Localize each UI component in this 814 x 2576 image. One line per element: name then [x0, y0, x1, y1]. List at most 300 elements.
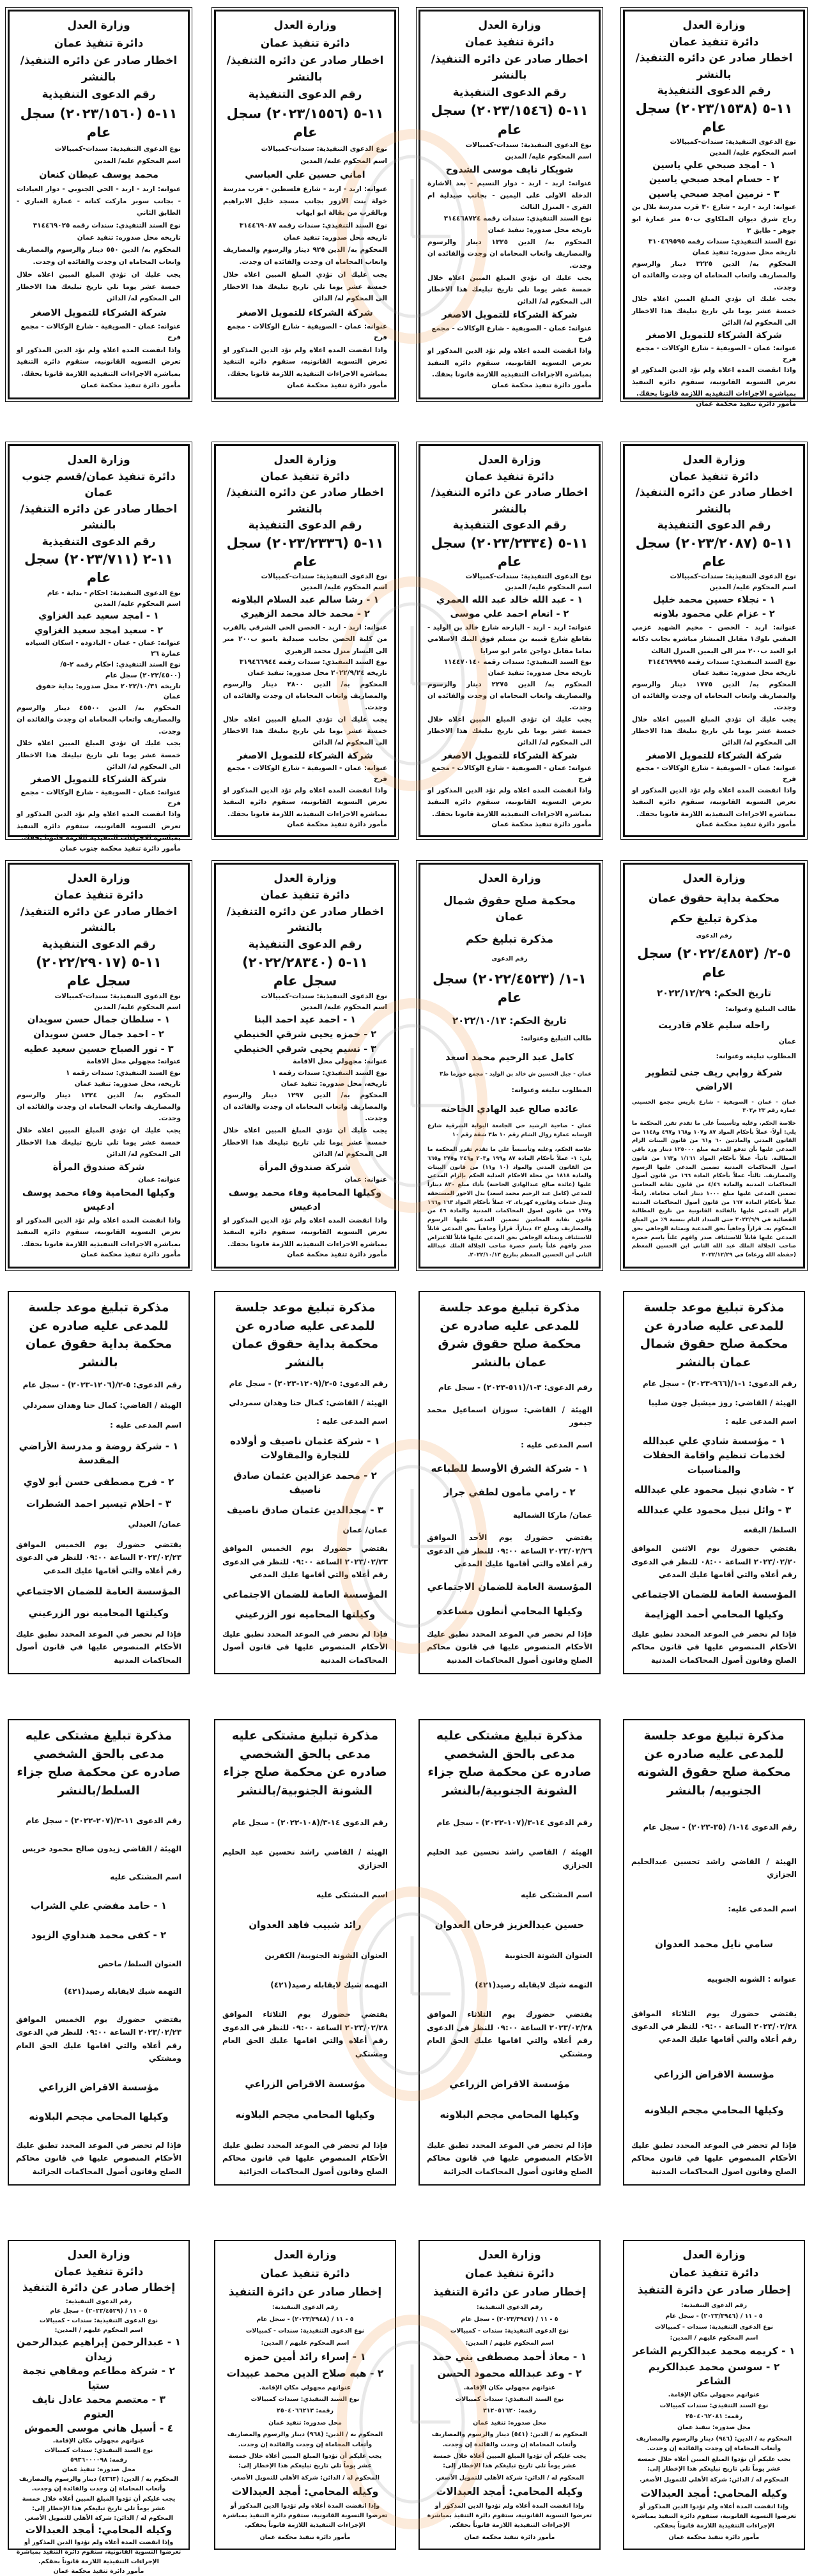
party-name: شركة صندوق المرأة — [259, 1162, 351, 1173]
notice-field: يجب عليكم أن تؤدوا المبلغ المبين أعلاه خلال خمسة عشر يوماً تلي تاريخ تبليغكم هذا الإخطار إلى: — [228, 2453, 382, 2470]
case-number: ١١-٥ (٢٠٢٣/١٥٤٦) سجل عام — [431, 103, 588, 137]
notice-text: اسم المشتكى عليه — [521, 1890, 592, 1899]
notice-field: محل صدوره: تنفيذ عمان — [677, 2424, 751, 2432]
party-name: اماني حسين علي العباسي — [245, 169, 365, 180]
notice-text: رقم الدعوى ١١-٣/(٢٠٧-٢٠٢٢) - سجل عام — [26, 1816, 181, 1826]
notice-title: مذكرة تبليغ مشتكى عليه مدعى بالحق الشخصي صادره عن محكمة صلح جزاء الشونة الجنوبية/بالنشر — [223, 1729, 387, 1798]
notice-field: عنوانه: عمان - الصويفية - شارع الوكالات - مجمع فرح — [636, 764, 796, 783]
notice-field: تاريخه محل صدوره: تنفيذ عمان — [692, 668, 796, 677]
notice-text: رقم الدعوى ١٤-١/ (٣٥-٢٠٢٣) - سجل عام — [643, 1823, 797, 1832]
legal-notice — [8, 2240, 190, 2575]
notice-field: نوع الدعوى التنفيذية: سندات-كمبيالات — [465, 141, 592, 150]
notice-text: الهيئة / القاضي: روز ميشيل جون صليبا — [649, 1398, 797, 1407]
judgment-summary: عمان - ضاحية الرشيد حي الجامعة البوابة الشرقية شارع الوسابه عمارة روال الشام رقم ١٠ ط٣ شقة رقم ١٠ — [427, 1123, 592, 1139]
party-name: وكيله المحامي: أمجد العبدالات — [436, 2486, 583, 2498]
party-name: وكيلها المحامي مجحم البلاونه — [29, 2110, 169, 2122]
notice-heading: وزارة العدل — [273, 19, 337, 32]
notice-heading: وزارة العدل — [273, 2249, 337, 2262]
notice-footer: مأمور دائرة تنفيذ محكمة جنوب عمان — [59, 844, 181, 852]
notice-field: ٥ - ١١ / (٢٠٢٣/٣٩٤٨) - سجل عام — [256, 2315, 354, 2323]
notice-footer: مأمور دائرة تنفيذ محكمة عمان — [81, 382, 181, 390]
notice-field: نوع الدعوى التنفيذية: سندات - كمبيالات — [654, 2323, 774, 2331]
notice-title: مذكرة تبليغ موعد جلسة للمدعى عليه صادره عن محكمة صلح حقوق الشونه الجنوبيه/ بالنشر — [637, 1729, 791, 1798]
party-name: راحله سليم غلام قادريت — [658, 1021, 770, 1031]
notice-text: فإذا لم تحضر في الموعد المحدد تطبق عليك الأحكام المنصوص عليها في قانون محاكم الصلح وقانون أصول المحاكمات الجزائية — [427, 2140, 592, 2176]
party-name: ٤ - أسيل هاني موسى العموش — [24, 2423, 174, 2435]
party-name: ٢ - وعد عبدالله محمود الحسن — [437, 2367, 582, 2379]
notice-heading: رقم الدعوى التنفيذية — [42, 535, 156, 548]
notice-heading: دائرة تنفيذ عمان — [54, 2265, 144, 2278]
notice-field: رقم الدعوى — [491, 955, 528, 962]
notice-field: عنوانه: عمان - الصويفية - شارع الوكالات - مجمع فرح — [636, 344, 796, 363]
notice-field: عنوانه: عمان - الصويفية - شارع الوكالات - مجمع فرح — [20, 323, 181, 341]
party-name: وكيلها المحامية وفاء محمد يوسف ادعيس — [22, 1187, 176, 1212]
notice-field: ٥ - ١١ / (٢٠٢٣/٣٩٤٦) - سجل عام — [665, 2312, 763, 2320]
party-name: المؤسسة العامة للضمان الاجتماعي — [222, 1588, 388, 1600]
notice-heading: اخطار صادر عن دائره التنفيذ/ بالنشر — [431, 486, 588, 516]
notice-heading: اخطار صادر عن دائره التنفيذ/ بالنشر — [635, 486, 793, 516]
notice-field: اسم المحكوم عليه/ المدين — [94, 599, 181, 608]
notice-heading: رقم الدعوى التنفيذية — [248, 937, 362, 951]
party-name: ١ - احمد عيد احمد البنا — [254, 1015, 357, 1026]
notice-text: عنوانه : الشونه الجنوبيه — [707, 1974, 797, 1984]
notice-field: تاريخه محل صدوره: تنفيذ عمان — [692, 249, 796, 257]
notice-field: اسم المحكوم عليهم / المدين: — [54, 2327, 143, 2334]
notice-text: يقتضي حضورك يوم الخميس الموافق ٢٠٢٣/٠٢/٢٣ الساعة ٠٩:٠٠ للنظر في الدعوى رقم أعلاه والتي اقامها عليك الحق العام ومشتكي — [16, 2015, 182, 2063]
case-number: ١١-٥ (٢٠٢٢/٢٩٠١٧) سجل عام — [36, 954, 162, 989]
notice-heading: مذكرة تبليغ حكم — [670, 912, 758, 925]
party-name: شركة الشركاء للتمويل الاصغر — [442, 750, 578, 761]
notice-heading: وزارة العدل — [682, 872, 746, 885]
notice-field: تاريخه ٢٠٢٢/٩/٢٤ محل صدوره: تنفيذ عمان — [247, 668, 387, 677]
party-name: ٢ - انعام احمد علي موسى — [450, 609, 569, 620]
notice-field: اسم المحكوم عليه/ المدين — [505, 152, 592, 160]
notice-text: الهيئة / القاضي راشد تحسين عبد الحليم الجزازي — [427, 1847, 592, 1870]
case-number: ١١-٥ (٢٠٢٣/٢٠٨٧) سجل عام — [635, 535, 793, 569]
notice-paragraph: واذا انقضت المده اعلاه ولم تؤد الدين المذكور او تعرض التسويه القانونيه، ستقوم دائره التنفيذ بمباشره الاجراءات التنفيذيه اللازمة قانونا بحقك. — [632, 366, 796, 398]
notice-heading: اخطار صادر عن دائره التنفيذ/ بالنشر — [226, 486, 384, 516]
notice-paragraph: عنوانه: اربد - اربد - شارع ٣٠ قرب مدرسة بلال بن رباح شرق ديوان الملكاوي ب٥٠ متر عمارة ابو جوهر - طابق ٣ — [632, 203, 796, 235]
notice-paragraph: المحكوم به/ الدين ٩٢٥ دينار والرسوم والمصاريف واتعاب المحاماه ان وجدت والفائده ان وجدت. — [223, 246, 387, 266]
notice-text: عمان/ عمان — [342, 1525, 388, 1534]
party-name: شركة روابي ريف جنى لتطوير الاراضي — [645, 1067, 783, 1093]
notice-field: محل صدوره: تنفيذ عمان — [473, 2419, 546, 2426]
notice-field: المحكوم له / الدائن: شركة الأهلي للتمويل الأصغر. — [640, 2476, 788, 2484]
notice-heading: رقم الدعوى التنفيذية — [657, 84, 771, 97]
party-name: ١ - نجلاء حسين محمد خليل — [652, 594, 776, 605]
notice-field: محل صدوره: تنفيذ عمان — [62, 2466, 135, 2474]
notice-field: المحكوم به / الدين: (٩٦٨) دينار والرسوم والمصاريف وأتعاب المحاماة إن وجدت والفائدة إن وجدت. — [227, 2431, 383, 2448]
notice-heading: دائرة تنفيذ عمان — [669, 470, 759, 483]
notice-heading: دائرة تنفيذ عمان — [669, 35, 759, 49]
notice-paragraph: يجب عليك ان تؤدي المبلغ المبين اعلاه خلال خمسة عشر يوما تلي تاريخ تبليغك هذا الاخطار الى المحكوم له/ الدائن — [223, 715, 387, 747]
party-name: شركة الشركاء للتمويل الاصغر — [31, 307, 167, 318]
notice-heading: اخطار صادر عن دائره التنفيذ/ بالنشر — [20, 54, 178, 84]
notice-field: نوع الدعوى التنفيذية: سندات - كمبيالات — [450, 2327, 569, 2335]
notice-footer: مأمور دائرة تنفيذ محكمة عمان — [287, 820, 387, 828]
notice-field: اسم المحكوم عليه/ المدين — [300, 157, 387, 165]
party-name: ٢ - رامي مأمون لطفي جرار — [443, 1486, 576, 1498]
notice-heading: اخطار صادر عن دائره التنفيذ/ بالنشر — [20, 502, 178, 532]
notice-heading: إخطار صادر عن دائرة التنفيذ — [22, 2281, 176, 2294]
notice-field: اسم المحكوم عليه/ المدين — [709, 583, 796, 592]
notice-field: عنوانه: عمان — [138, 1176, 181, 1184]
party-name: ١ - امجد سعيد عبد الغزاوي — [38, 611, 159, 622]
notice-field: تاريخه ٢٠٢٢/١٠/٣١ محل صدوره: بداية حقوق عمان — [36, 682, 181, 701]
notice-field: نوع الدعوى التنفيذية: سندات - كمبيالات — [245, 2327, 365, 2335]
notice-text: يقتضي حضورك يوم الخميس الموافق ٢٠٢٣/٠٢/٢٣ الساعة ٠٩:٠٠ للنظر في الدعوى رقم أعلاه والتي أقامها عليك المدعي — [222, 1544, 388, 1579]
notice-field: يجب عليكم أن تؤدوا المبلغ المبين أعلاه خلال خمسة عشر يوماً تلي تاريخ تبليغكم هذا الإخطار إلى: — [433, 2453, 587, 2470]
notice-text: اسم المدعى عليه : — [316, 1417, 388, 1426]
notice-text: اسم المدعى عليه : — [110, 1421, 181, 1430]
notice-field: رقم الدعوى التنفيذية: — [680, 2301, 748, 2309]
notice-paragraph: واذا انقضت المده اعلاه ولم تؤد الدين المذكور او تعرض التسويه القانونيه، ستقوم دائره التنفيذ بمباشره الاجراءات التنفيذيه اللازمة قانونا بحقك. — [223, 786, 387, 818]
notice-text: الهيئة / القاضي راشد تحسين عبدالحليم الجزازي — [631, 1857, 797, 1879]
notice-paragraph: المحكوم به/ الدين ٣٢٢٥ دينار والرسوم والمصاريف واتعاب المحاماه ان وجدت والفائده ان وجدت. — [632, 260, 796, 291]
party-name: عائده صالح عبد الهادي الحاحنه — [440, 1104, 579, 1114]
notice-title: مذكرة تبليغ مشتكى عليه مدعى بالحق الشخصي صادره عن محكمة صلح جزاء الشونة الجنوبية/بالنشر — [427, 1729, 592, 1798]
legal-notice — [419, 2240, 601, 2550]
legal-notice — [214, 10, 396, 399]
party-name: ٢ - كفى محمد هنداوي الزيود — [31, 1929, 167, 1941]
notice-paragraph: يجب عليك ان تؤدي المبلغ المبين اعلاه خلال خمسة عشر يوما تلي تاريخ تبليغك هذا الاخطار الى المحكوم له/ الدائن — [223, 271, 387, 303]
notice-text: رقم الدعوى ١٤-٣/(١٠٨-٢٠٢٢) - سجل عام — [232, 1817, 388, 1827]
notice-heading: رقم الدعوى التنفيذية — [657, 519, 771, 532]
notice-field: عنوانه: عمان — [344, 1176, 387, 1184]
notice-paragraph: واذا انقضت المده اعلاه ولم تؤد الدين المذكور او تعرض التسويه القانونيه، ستقوم دائره التنفيذ بمباشره الاجراءات التنفيذيه اللازمة قانونا بحقك. — [17, 810, 181, 842]
legal-notice — [8, 863, 190, 1269]
party-name: ١ - رشا سالم عبد السلام البلاونه — [231, 594, 380, 605]
notice-footer: مأمور دائرة تنفيذ محكمة عمان — [696, 820, 796, 828]
notice-field: نوع الدعوى التنفيذية: سندات-كمبيالات — [54, 992, 181, 1000]
party-name: ٢ - شادي نبيل محمود علي عبدالله — [634, 1484, 794, 1496]
notice-title: مذكرة تبليغ مشتكى عليه مدعى بالحق الشخصي صادره عن محكمة صلح جزاء السلط/بالنشر — [17, 1729, 181, 1798]
notice-field: اسم المحكوم عليه/ المدين — [300, 1003, 387, 1011]
notice-field: رقمه: ٣١٢٠٥١٦٢٠ — [482, 2407, 537, 2415]
notice-heading: وزارة العدل — [67, 2249, 130, 2262]
notice-field: يجب عليكم أن تؤدوا المبلغ المبين أعلاه خلال خمسة عشر يوماً تلي تاريخ تبليغكم هذا الإخطار إلى: — [637, 2456, 791, 2473]
case-number: ١١-٥ (٢٠٢٣/١٥٣٨) سجل عام — [635, 100, 793, 135]
party-name: المؤسسة العامة للضمان الاجتماعي — [16, 1585, 181, 1598]
notice-field: عنوانه: عمان - عمان - البادوده - اسكان السياده عمارة ٢٦ — [26, 639, 181, 658]
notice-footer: مأمور دائرة تنفيذ محكمة عمان — [287, 382, 387, 390]
notice-field: تاريخه، محل صدوره: تنفيذ عمان — [74, 1079, 181, 1088]
notice-heading: اخطار صادر عن دائره التنفيذ/ بالنشر — [635, 52, 793, 81]
notice-field: نوع السند التنفيذي: سندات كمبيالات — [455, 2396, 564, 2403]
notice-field: رقمه: ٥٩٣٦٠٠٠٠٩٨ — [70, 2456, 127, 2464]
notice-heading: وزارة العدل — [682, 2249, 746, 2262]
judgment-summary: خلاصة الحكم، وعليه وتأسيساً على ما تقدم تقرر المحكمة ما يلي: أولاً- عملاً بأحكام المواد ٨٧ و١٠٧ و١٦٨ و٤٩٧ و١١٤٨ من القانون المدني والمادتين ٦٠ و٦١ من قانون البينات الزام المدعى عليها بأن تدفع للمدعية مبلغ ١٢٥٠٠٠ دينار ورد باقي المطالبة. ثانياً- عملاً بأحكام المواد ١/١٦١ و١٦٣ من قانون اصول المحاكمات المدنية تضمين المدعى عليها الرسوم والمصاريف. ثالثاً- عملاً بأحكام المادة ١٦٦ من قانون أصول المحاكمات المدنية والمادة ٤/٤٦ من قانون نقابة المحامين تضمين المدعى عليها مبلغ ١٠٠٠ دينار أتعاب محاماة. رابعاً- عملاً بأحكام المادة ١٦٧ من قانون أصول المحاكمات المدنية الزام المدعى عليها بالفائدة القانونية من تاريخ المطالبة القضائية في ٢٠٢٢/٦/٩ حتى السداد التام بنسبة ٩٪ من المبلغ المحكوم به. قراراً وجاهياً بحق المدعية وبمثابة الوجاهي بحق المدعى عليها قابلاً للاستئناف صدر وافهم علناً باسم حضرة صاحب الجلالة الملك عبد الله الثاني ابن الحسين المعظم (حفظه الله ورعاه) في ٢٠٢٢/١٢/٢٩ — [632, 1120, 797, 1259]
notice-field: تاريخه محل صدوره: تنفيذ عمان — [488, 668, 592, 677]
notice-field: نوع الدعوى التنفيذية: سندات-كمبيالات — [261, 144, 387, 153]
notice-field: رقم الدعوى التنفيذية: — [65, 2297, 132, 2305]
notice-field: نوع السند التنفيذي: سندات رقمه ٣١٤٤٦٩٠٨٧ — [239, 221, 387, 229]
notice-paragraph: المحكوم به/ الدين ٥٥٠ دينار والرسوم والمصاريف واتعاب المحاماه ان وجدت والفائده ان وجدت. — [17, 246, 181, 266]
notice-field: عنوانه: مجهولي محل الاقامة — [86, 1058, 181, 1066]
notice-heading: اخطار صادر عن دائره التنفيذ/ بالنشر — [431, 52, 588, 82]
notice-field: نوع الدعوى التنفيذية: سندات-كمبيالات — [54, 144, 181, 153]
party-name: ١ - كريمه محمد عبدالكريم الشاعر — [633, 2345, 795, 2357]
party-name: ١ - عبد الله خالد عبد الله العمري — [436, 594, 583, 605]
notice-paragraph: عنوانه: اربد - اربد - شارع فلسطين - قرب مدرسة خولة بنت الازور بجانب مسجد خليل الابراهيم وبالقرب من بقالة ابو ايهاب — [223, 185, 387, 217]
party-name: ١ - مؤسسة شادي علي عبدالله لخدمات تنظيم واقامة الحفلات والمناسبات — [642, 1435, 786, 1476]
party-name: ٣ - نرمين امجد صبحي ياسين — [649, 189, 779, 199]
party-name: شركة صندوق المرأة — [52, 1162, 145, 1173]
notice-heading: رقم الدعوى التنفيذية — [452, 86, 567, 99]
notice-field: رقم الدعوى — [696, 932, 732, 940]
notice-paragraph: يجب عليك ان تؤدي المبلغ المبين اعلاه خلال خمسة عشر يوما تلي تاريخ تبليغك هذا الاخطار الى المحكوم له/ الدائن — [632, 715, 796, 747]
notice-heading: رقم الدعوى التنفيذية — [452, 519, 567, 532]
legal-notice — [623, 10, 805, 408]
notice-heading: وزارة العدل — [682, 19, 746, 32]
notice-text: عمان/ ماركا الشمالية — [512, 1511, 592, 1520]
notice-field: نوع السند التنفيذي: سندات كمبيالات — [44, 2446, 153, 2454]
notice-field: مأمور دائرة تنفيذ محكمة عمان — [668, 2533, 760, 2541]
party-name: شركة الشركاء للتمويل الاصغر — [237, 307, 373, 318]
notice-field: المطلوب تبليغه وعنوانه: — [716, 1053, 796, 1061]
party-name: ١ - امجد صبحي علي ياسين — [652, 160, 776, 171]
notice-heading: وزارة العدل — [478, 2249, 541, 2262]
party-name: ٢ - فرح مصطفى حسن أبو لاوي — [23, 1476, 174, 1488]
case-number: ١-١/ (٢٠٢٢/٤٥٢٣) سجل عام — [433, 971, 587, 1005]
notice-text: رقم الدعوى: ٣-١/(٥١١-٢٠٢٣) - سجل عام — [438, 1382, 592, 1392]
notice-text: يقتضي حضورك يوم الخميس الموافق ٢٠٢٣/٠٢/٢٣ الساعة ٠٩:٠٠ للنظر في الدعوى رقم أعلاه والتي أقامها عليك المدعي — [16, 1540, 182, 1575]
party-name: ١ - شركة روضة و مدرسة الأراضي المقدسة — [19, 1440, 179, 1467]
notice-field: نوع السند التنفيذي: سندات رقمه ١١٤٤٧٠١٤٠ — [443, 658, 592, 666]
notice-field: نوع الدعوى التنفيذية: سندات-كمبيالات — [261, 992, 387, 1000]
notice-field: نوع السند التنفيذي: سندات رقمه ٣١٤٤٦٩٠٢٥ — [33, 221, 181, 229]
party-name: ٢ - حسام امجد صبحي ياسين — [649, 174, 779, 185]
notice-text: فإذا لم تحضر في الموعد المحدد تطبق عليك الأحكام المنصوص عليها في قانون محاكم الصلح وقانون أصول المحاكمات المدنية — [631, 1629, 797, 1665]
notice-text: الهيئة / القاضي: كمال حنا وهدان سمردلي — [22, 1400, 181, 1410]
party-name: شركة الشركاء للتمويل الاصغر — [31, 775, 167, 785]
legal-notice — [419, 444, 601, 837]
party-name: ٢ - محمد خالد محمد الزهيري — [240, 609, 370, 620]
notice-heading: دائرة تنفيذ عمان — [465, 36, 555, 49]
notice-heading: إخطار صادر عن دائرة التنفيذ — [433, 2285, 587, 2299]
party-name: ١ - حامد مفضي علي الشراب — [30, 1899, 167, 1911]
legal-notice — [419, 10, 601, 399]
notice-footer: مأمور دائرة تنفيذ محكمة عمان — [491, 382, 592, 390]
notice-heading: وزارة العدل — [682, 454, 746, 467]
notice-field: المحكوم به / الدين: (٤٣٦٣) دينار والرسوم والمصاريف وأتعاب المحاماة إن وجدت والفائدة إن وجدت. — [19, 2476, 179, 2493]
notice-field: وإذا انقضت المدة أعلاه ولم تؤدوا الدين المذكور أو تعرضوا التسوية القانونية، ستقوم دائرة التنفيذ بمباشرة الإجراءات التنفيذية اللازمة قانوناً بحقكم. — [427, 2502, 592, 2529]
party-name: ٢ - هبه صلاح الدين محمد عبيدات — [226, 2367, 384, 2379]
notice-paragraph: واذا انقضت المده اعلاه ولم تؤد الدين المذكور او تعرض التسويه القانونيه، ستقوم دائره التنفيذ بمباشره الاجراءات التنفيذيه اللازمة قانونا بحقك. — [17, 1216, 181, 1248]
notice-text: التهمه شيك لايقابله رصيد(٤٢١) — [64, 1987, 181, 1996]
party-name: كامل عبد الرحيم محمد اسعد — [445, 1052, 574, 1063]
notice-field: اسم المحكوم عليه/ المدين — [300, 583, 387, 592]
notice-paragraph: يجب عليك ان تؤدي المبلغ المبين اعلاه خلال خمسة عشر يوما تلي تاريخ تبليغك هذا الاخطار الى المحكوم له/ الدائن — [427, 274, 592, 305]
notice-field: تاريخه، محل صدوره: تنفيذ عمان — [280, 1079, 387, 1088]
notice-heading: دائرة تنفيذ عمان — [54, 36, 144, 50]
party-name: المؤسسة العامة للضمان الاجتماعي — [427, 1581, 592, 1593]
party-name: ٣ - معتصم محمد عادل نايف العتوم — [32, 2394, 165, 2420]
party-name: ٢ - احمد جمال حسن سويدان — [33, 1029, 164, 1040]
notice-field: نوع الدعوى التنفيذية: سندات-كمبيالات — [465, 573, 592, 581]
notice-text: اسم المشتكى عليه — [110, 1872, 181, 1881]
party-name: ٣ - وائل نبيل محمود علي عبدالله — [636, 1504, 792, 1516]
party-name: مؤسسة الاقراض الزراعي — [654, 2069, 774, 2081]
party-name: شركة الشركاء للتمويل الاصغر — [646, 750, 782, 761]
notice-text: فإذا لم تحضر في الموعد المحدد تطبق عليك الأحكام المنصوص عليها في قانون أصول المحاكمات المدنية — [16, 1629, 181, 1665]
legal-notice — [214, 1291, 396, 1674]
legal-notice — [8, 1719, 190, 2186]
notice-text: عمان/ العبدلي — [128, 1520, 181, 1529]
notice-field: وإذا انقضت المدة أعلاه ولم تؤدوا الدين المذكور أو تعرضوا التسوية القانونية، ستقوم دائرة التنفيذ بمباشرة الإجراءات التنفيذية اللازمة قانوناً بحقكم. — [631, 2503, 797, 2530]
notice-footer: مأمور دائرة تنفيذ محكمة عمان — [696, 400, 796, 408]
party-name: ١ - إسراء رائد أمين حمزه — [244, 2351, 366, 2363]
notice-field: عنوانهم مجهولي مكان الإقامة. — [259, 2384, 351, 2391]
legal-notice — [623, 1291, 805, 1674]
notice-field: وإذا انقضت المدة أعلاه ولم تؤدوا الدين المذكور أو تعرضوا التسوية القانونية، ستقوم دائرة التنفيذ بمباشرة الإجراءات التنفيذية اللازمة قانوناً بحقكم. — [16, 2538, 181, 2566]
notice-heading: اخطار صادر عن دائره التنفيذ/ بالنشر — [226, 905, 384, 935]
notice-heading: دائرة تنفيذ عمان — [260, 2267, 350, 2280]
judgment-summary: عمان - عمان - الصويفية - شارع باريس مجمع الحسيني عمارة رقم ٢٣ م٣٠٣ — [632, 1099, 796, 1114]
notice-text: يقتضي حضورك يوم الاثنين الموافق ٢٠٢٣/٠٢/٢٠ الساعة ٠٨:٠٠ للنظر في الدعوى رقم أعلاه والتي أقامها عليك المدعي — [631, 1544, 797, 1579]
party-name: ٣ - نور الصباح حسين سعيد عطيه — [24, 1044, 174, 1054]
notice-paragraph: واذا انقضت المده اعلاه ولم تؤد الدين المذكور او تعرض التسويه القانونيه، ستقوم دائره التنفيذ بمباشره الاجراءات التنفيذيه اللازمة قانونا بحقك. — [223, 346, 387, 378]
notice-text: رقم الدعوى ١٤-٣/(١٠٧-٢٠٢٢) - سجل عام — [436, 1817, 592, 1827]
notice-field: عمان — [778, 1038, 796, 1046]
notice-field: محل صدوره: تنفيذ عمان — [268, 2419, 342, 2426]
party-name: وكيلها المحامي مجحم البلاونه — [235, 2109, 375, 2121]
notice-field: وإذا انقضت المدة أعلاه ولم تؤدوا الدين المذكور أو تعرضوا التسوية القانونية، ستقوم دائرة التنفيذ بمباشرة الإجراءات التنفيذية اللازمة قانوناً بحقكم. — [222, 2502, 388, 2529]
notice-field: نوع الدعوى التنفيذية: سندات-كمبيالات — [261, 573, 387, 581]
notice-heading: دائرة تنفيذ عمان — [260, 470, 350, 483]
notice-heading: اخطار صادر عن دائره التنفيذ/ بالنشر — [226, 54, 384, 84]
notice-field: المحكوم له / الدائن: شركة الأهلي للتمويل الأصغر. — [24, 2515, 173, 2522]
notice-paragraph: واذا انقضت المده اعلاه ولم تؤد الدين المذكور او تعرض التسويه القانونيه، ستقوم دائره التنفيذ بمباشره الاجراءات التنفيذيه اللازمة قانونا بحقك. — [427, 786, 592, 818]
party-name: وكيلها المحامي مجحم البلاونه — [644, 2104, 784, 2116]
notice-heading: وزارة العدل — [67, 454, 130, 467]
party-name: مؤسسة الاقراض الزراعي — [449, 2078, 570, 2090]
notice-text: اسم المدعى عليه : — [521, 1440, 592, 1450]
judgment-summary: خلاصة الحكم، وعليه وتأسيساً على ما تقدم تقرر المحكمة ما يلي: ١- عملاً بأحكام المادة ٨٧ و١٩٩ و٢٠٣ و٢٤٦ و٢٧٥ و٦٦٥ من القانون المدني والمواد (١٠ و١١) من قانون البينات والمادة ١٨١٨ من مجلة الاحكام العدلية الحكم بإلزام المدعى عليها (عائدة صالح عبدالهادي الحاحنة) بأداء مبلغ ٨٣٠ ديناراً للمدعي (كامل عبد الرحيم محمد اسعد) بدل الاجور المستحقة وبدل خدمات وفاتورة كهرباء. ٢- عملاً بأحكام المواد ١٦٣ و١٦٦ و١٦٧ من قانون اصول المحاكمات المدنية والمادة ٤٦ من قانون نقابة المحامين تضمين المدعى عليها الرسوم والمصاريف ومبلغ ٤٢ ديناراً. قراراً وجاهياً بحق المدعي قابلاً للاستئناف وبمثابة الوجاهي بحق المدعى عليها قابلاً للاعتراض صدر وافهم علناً باسم حضرة صاحب الجلالة الملك عبدالله الثاني ابن الحسين المعظم بتاريخ ٢٠٢٢/١٠/١٣. — [427, 1146, 592, 1259]
notice-field: تاريخه محل صدوره: تنفيذ عمان — [488, 226, 592, 235]
notice-field: عنوانه: عمان - الصويفية - شارع الوكالات - مجمع فرح — [20, 788, 181, 807]
party-name: ٣ - مجدالدين عثمان صادق ناصيف — [227, 1504, 383, 1516]
party-name: وكيلها المحامي أنطون مساعده — [436, 1605, 583, 1617]
party-name: محمد يوسف عيطان كنعان — [39, 169, 158, 180]
judgment-summary: عمان - جبل الحسين ش خالد بن الوليد - مجمع خورما ط٣ — [439, 1071, 592, 1078]
notice-paragraph: يجب عليك ان تؤدي المبلغ المبين اعلاه خلال خمسة عشر يوما تلي تاريخ تبليغك هذا الاخطار الى المحكوم له/ الدائن — [17, 739, 181, 771]
notice-field: اسم المحكوم عليه/ المدين — [505, 583, 592, 592]
party-name: حسين عبدالعزيز فرحان العدوان — [434, 1919, 585, 1931]
notice-field: اسم المحكوم عليه/ المدين — [709, 149, 796, 157]
notice-paragraph: واذا انقضت المده اعلاه ولم تؤد الدين المذكور او تعرض التسويه القانونيه، ستقوم دائره التنفيذ بمباشره الاجراءات التنفيذيه اللازمة قانونا بحقك. — [632, 786, 796, 818]
notice-field: عنوانهم مجهولي مكان الإقامة. — [668, 2391, 760, 2398]
legal-notice — [8, 444, 190, 852]
notice-text: اسم المشتكى عليه — [316, 1890, 388, 1899]
notice-paragraph: واذا انقضت المده اعلاه ولم تؤد الدين المذكور او تعرض التسويه القانونيه، ستقوم دائره التنفيذ بمباشره الاجراءات التنفيذيه اللازمة قانونا بحقك. — [427, 347, 592, 378]
notice-text: العنوان السلط/ ماحص — [98, 1959, 181, 1968]
case-number: ١١-٢ (٢٠٢٣/٧١١) سجل عام — [24, 551, 173, 586]
notice-text: التهمه شيك لايقابله رصيد(٤٢١) — [270, 1980, 388, 1990]
notice-heading: وزارة العدل — [478, 19, 541, 32]
legal-notice — [623, 2240, 805, 2550]
party-name: ٣ - نسيم يحيى شرقي الخنيطي — [233, 1044, 377, 1054]
notice-text: فإذا لم تحضر في الموعد المحدد تطبق عليك الأحكام المنصوص عليها في قانون أصول المحاكمات المدنية — [222, 1629, 388, 1665]
notice-field: طالب التبليغ وعنوانه: — [725, 1005, 796, 1014]
legal-notice — [419, 1719, 601, 2186]
notice-heading: وزارة العدل — [273, 454, 337, 467]
notice-heading: دائرة تنفيذ عمان — [669, 2266, 759, 2279]
party-name: ١ - معاذ أحمد مصطفى بني حمد — [432, 2351, 587, 2363]
notice-text: اسم المدعى عليه : — [725, 1417, 797, 1426]
notice-text: الهيئة / القاضي: كمال حنا وهدان سمردلي — [229, 1398, 388, 1407]
notice-field: اسم المحكوم عليه/ المدين — [94, 157, 181, 165]
case-number: ٥-٢/ (٢٠٢٢/٤٨٥٣) سجل عام — [637, 946, 791, 980]
notice-field: اسم المحكوم عليهم / المدين: — [670, 2334, 758, 2342]
notice-field: رقمه: ٢٥٠٤٠٦٢٠٨١ — [686, 2413, 742, 2421]
notice-text: يقتضي حضورك يوم الثلاثاء الموافق ٢٠٢٣/٠٢/٢٨ الساعة ٠٩:٠٠ للنظر في الدعوى رقم أعلاه والتي أقامها عليك المدعي — [631, 2009, 797, 2044]
party-name: ٢ - سوسن محمد عبدالكريم الشاعر — [648, 2361, 780, 2387]
party-name: رائد شبيب فاهد العدوان — [249, 1919, 362, 1931]
notice-heading: دائرة تنفيذ عمان — [260, 888, 350, 902]
party-name: شويكار نايف موسى الشدوح — [445, 164, 574, 175]
party-name: وكيله المحامي: أمجد العبدالات — [25, 2524, 173, 2536]
case-number: ١١-٥ (٢٠٢٣/٢٣٣٤) سجل عام — [431, 535, 588, 569]
notice-field: نوع السند التنفيذي: سندات رقمه ٣١٩٤٦٦٩٤٤ — [239, 658, 387, 666]
notice-field: عنوانهم مجهولي مكان الإقامة. — [52, 2437, 145, 2444]
notice-field: عنوانه: عمان - الصويفية - شارع الوكالات - مجمع فرح — [431, 324, 592, 343]
party-name: مؤسسة الاقراض الزراعي — [245, 2078, 365, 2090]
notice-field: نوع الدعوى التنفيذية: سندات-كمبيالات — [670, 138, 796, 146]
notice-heading: اخطار صادر عن دائره التنفيذ/ بالنشر — [20, 905, 178, 935]
notice-text: يقتضي حضورك يوم الأحد الموافق ٢٠٢٣/٠٢/٢٦ الساعة ٠٩:٠٠ للنظر في الدعوى رقم أعلاه والتي أقامها عليك المدعي — [427, 1533, 593, 1569]
notice-field: المحكوم له / الدائن: شركة الأهلي للتمويل الأصغر. — [435, 2474, 584, 2481]
legal-notice — [8, 10, 190, 399]
notice-field: طالب التبليغ وعنوانه: — [521, 1035, 592, 1043]
legal-notice — [8, 1291, 190, 1674]
notice-field: مأمور دائرة تنفيذ محكمة عمان — [464, 2533, 555, 2541]
notice-field: نوع السند التنفيذي: سندات كمبيالات — [250, 2396, 360, 2403]
notice-text: التهمه شيك لايقابله رصيد(٤٢١) — [475, 1980, 592, 1990]
notice-paragraph: المحكوم به/ الدين ٤٥٥٠٠ دينار والرسوم والمصاريف واتعاب المحاماه ان وجدت والفائده ان وجدت. — [17, 704, 181, 736]
notice-paragraph: يجب عليك ان تؤدي المبلغ المبين اعلاه خلال خمسة عشر يوما تلي تاريخ تبليغك هذا الاخطار الى المحكوم له/ الدائن — [427, 715, 592, 747]
notice-heading: رقم الدعوى التنفيذية — [248, 88, 362, 102]
legal-notice — [214, 863, 396, 1269]
notice-heading: وزارة العدل — [67, 19, 130, 32]
notice-heading: مذكرة تبليغ حكم — [466, 933, 553, 946]
notice-text: السلط/ البقعه — [743, 1525, 797, 1534]
notice-heading: محكمة بداية حقوق عمان — [648, 892, 780, 906]
notice-text: الهيئة / القاضي: سوزان اسماعيل محمد جيمور — [427, 1405, 592, 1428]
notice-field: تاريخه محل صدوره: تنفيذ عمان — [283, 233, 387, 242]
notice-heading: وزارة العدل — [273, 872, 337, 885]
notice-heading: رقم الدعوى التنفيذية — [42, 88, 156, 102]
case-number: ١١-٥ (٢٠٢٣/١٥٦٠) سجل عام — [20, 106, 178, 141]
notice-field: المحكوم له / الدائن: شركة الأهلي للتمويل الأصغر. — [231, 2474, 380, 2481]
notice-heading: وزارة العدل — [478, 872, 541, 885]
notice-text: الهيئة / القاضي زيدون صالح محمود خريس — [22, 1844, 181, 1854]
notice-heading: دائرة تنفيذ عمان — [260, 36, 350, 50]
legal-notice — [623, 863, 805, 1269]
party-name: المؤسسة العامة للضمان الاجتماعي — [631, 1588, 797, 1600]
notice-paragraph: المحكوم به/ الدين ٢٢٧٥ دينار والرسوم والمصاريف واتعاب المحاماه ان وجدت والفائده ان وجدت. — [427, 680, 592, 712]
notice-field: نوع الدعوى التنفيذية: سندات-كمبيالات — [670, 573, 796, 581]
party-name: وكيلتها المحاميه نور الزرعيني — [28, 1607, 169, 1619]
notice-field: ٥ - ١١ / (٢٠٢٣/٤٥٢٩) - سجل عام — [50, 2307, 148, 2315]
notice-paragraph: يجب عليك ان تؤدي المبلغ المبين اعلاه خلال خمسة عشر يوما تلي تاريخ تبليغك هذا الاخطار الى المحكوم له/ الدائن — [17, 271, 181, 303]
notice-title: مذكرة تبليغ موعد جلسة للمدعى عليه صادرة عن محكمة صلح حقوق شمال عمان بالنشر — [640, 1300, 788, 1369]
notice-text: فإذا لم تحضر في الموعد المحدد تطبق عليك الأحكام المنصوص عليها في قانون محاكم الصلح وقانون أصول المحاكمات الجزائية — [16, 2140, 181, 2176]
notice-heading: رقم الدعوى التنفيذية — [42, 937, 156, 951]
notice-heading: دائرة تنفيذ عمان — [465, 2267, 555, 2280]
notice-heading: وزارة العدل — [478, 454, 541, 467]
notice-heading: إخطار صادر عن دائرة التنفيذ — [228, 2285, 382, 2299]
